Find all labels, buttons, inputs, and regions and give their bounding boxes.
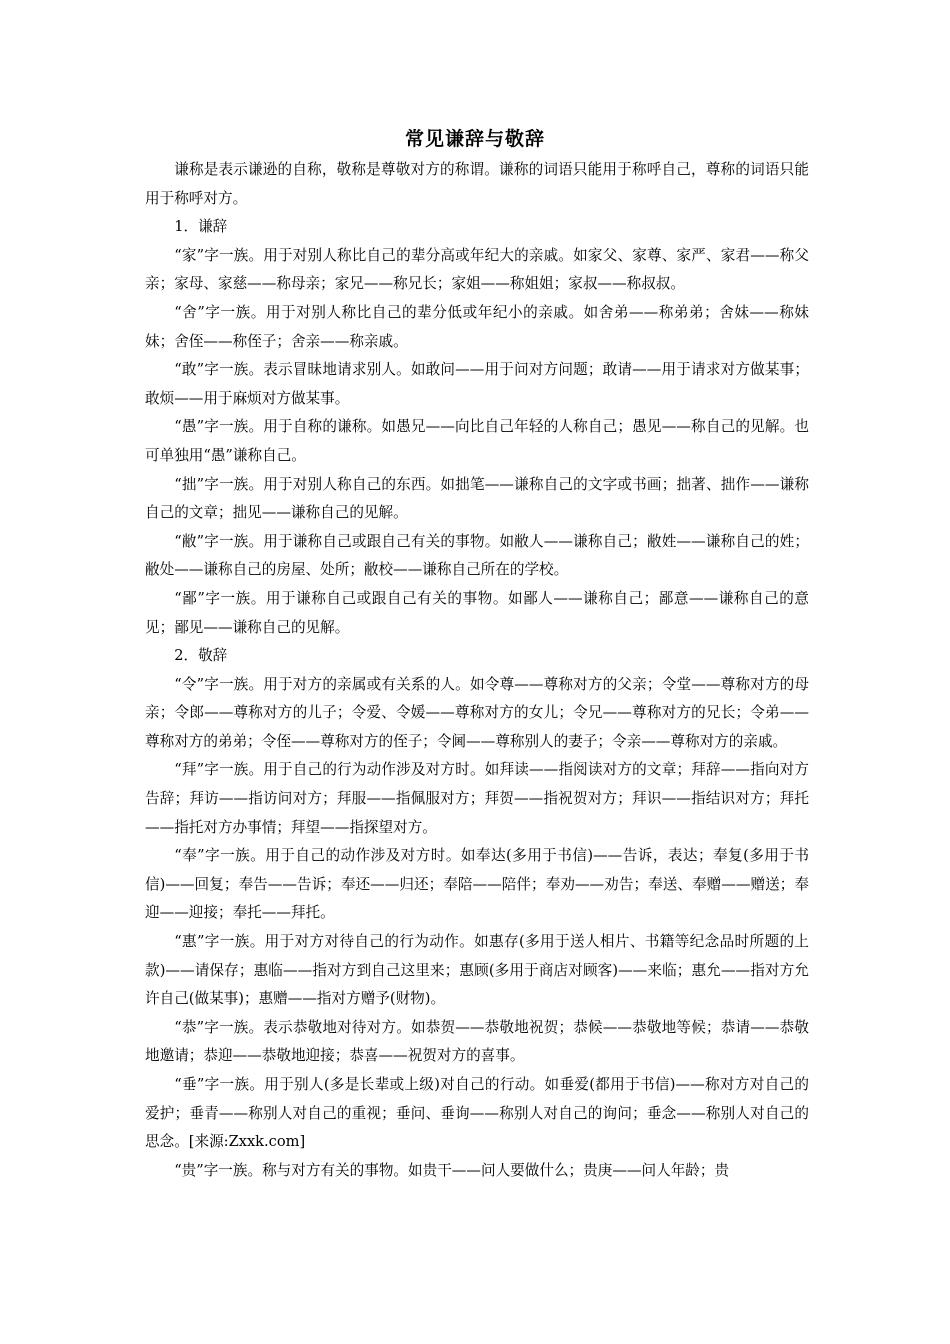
paragraph-feng: “奉”字一族。用于自己的动作涉及对方时。如奉达(多用于书信)——告诉，表达；奉复(多用于书信)——回复；奉告——告诉；奉还——归还；奉陪——陪伴；奉劝——劝告；奉送、奉赠——赠送；奉迎——迎接；奉托——拜托。 [145,847,809,922]
intro-paragraph: 谦称是表示谦逊的自称，敬称是尊敬对方的称谓。谦称的词语只能用于称呼自己，尊称的词语只能用于称呼对方。 [145,161,809,207]
paragraph-gui: “贵”字一族。称与对方有关的事物。如贵干——问人要做什么；贵庚——问人年龄；贵 [174,1161,730,1179]
paragraph-jia: “家”字一族。用于对别人称比自己的辈分高或年纪大的亲戚。如家父、家尊、家严、家君——称父亲；家母、家慈——称母亲；家兄——称兄长；家姐——称姐姐；家叔——称叔叔。 [145,246,809,293]
section-heading-honorific-words: 2．敬辞 [174,647,228,665]
paragraph-ling: “令”字一族。用于对方的亲属或有关系的人。如令尊——尊称对方的父亲；令堂——尊称对方的母亲；令郎——尊称对方的儿子；令爱、令媛——尊称对方的女儿；令兄——尊称对方的兄长；令弟——尊称对方的弟弟；令侄——尊称对方的侄子；令阃——尊称别人的妻子；令亲——尊称对方的亲戚。 [145,675,809,750]
paragraph-gong: “恭”字一族。表示恭敬地对待对方。如恭贺——恭敬地祝贺；恭候——恭敬地等候；恭请——恭敬地邀请；恭迎——恭敬地迎接；恭喜——祝贺对方的喜事。 [145,1018,809,1065]
paragraph-she: “舍”字一族。用于对别人称比自己的辈分低或年纪小的亲戚。如舍弟——称弟弟；舍妹——称妹妹；舍侄——称侄子；舍亲——称亲戚。 [145,303,809,350]
paragraph-bi-humble: “敝”字一族。用于谦称自己或跟自己有关的事物。如敝人——谦称自己；敝姓——谦称自己的姓；敝处——谦称自己的房屋、处所；敝校——谦称自己所在的学校。 [145,532,809,579]
paragraph-hui: “惠”字一族。用于对方对待自己的行为动作。如惠存(多用于送人相片、书籍等纪念品时所题的上款)——请保存；惠临——指对方到自己这里来；惠顾(多用于商店对顾客)——来临；惠允——指对方允许自己(做某事)；惠赠——指对方赠予(财物)。 [145,933,809,1008]
document-title: 常见谦辞与敬辞 [404,128,545,150]
document-body [145,156,809,1185]
paragraph-chui: “垂”字一族。用于别人(多是长辈或上级)对自己的行动。如垂爱(都用于书信)——称对方对自己的爱护；垂青——称别人对自己的重视；垂问、垂询——称别人对自己的询问；垂念——称别人对自己的思念。[来源:Zxxk.com] [145,1076,809,1151]
paragraph-bai: “拜”字一族。用于自己的行为动作涉及对方时。如拜读——指阅读对方的文章；拜辞——指向对方告辞；拜访——指访问对方；拜服——指佩服对方；拜贺——指祝贺对方；拜识——指结识对方；拜托——指托对方办事情；拜望——指探望对方。 [145,761,809,836]
section-heading-humble-words: 1．谦辞 [174,218,228,236]
paragraph-gan: “敢”字一族。表示冒昧地请求别人。如敢问——用于问对方问题；敢请——用于请求对方做某事；敢烦——用于麻烦对方做某事。 [145,361,809,407]
paragraph-zhuo: “拙”字一族。用于对别人称自己的东西。如拙笔——谦称自己的文字或书画；拙著、拙作——谦称自己的文章；拙见——谦称自己的见解。 [145,475,809,522]
paragraph-yu: “愚”字一族。用于自称的谦称。如愚兄——向比自己年轻的人称自己；愚见——称自己的见解。也可单独用“愚”谦称自己。 [145,418,809,464]
paragraph-bi-lowly: “鄙”字一族。用于谦称自己或跟自己有关的事物。如鄙人——谦称自己；鄙意——谦称自己的意见；鄙见——谦称自己的见解。 [145,589,809,636]
